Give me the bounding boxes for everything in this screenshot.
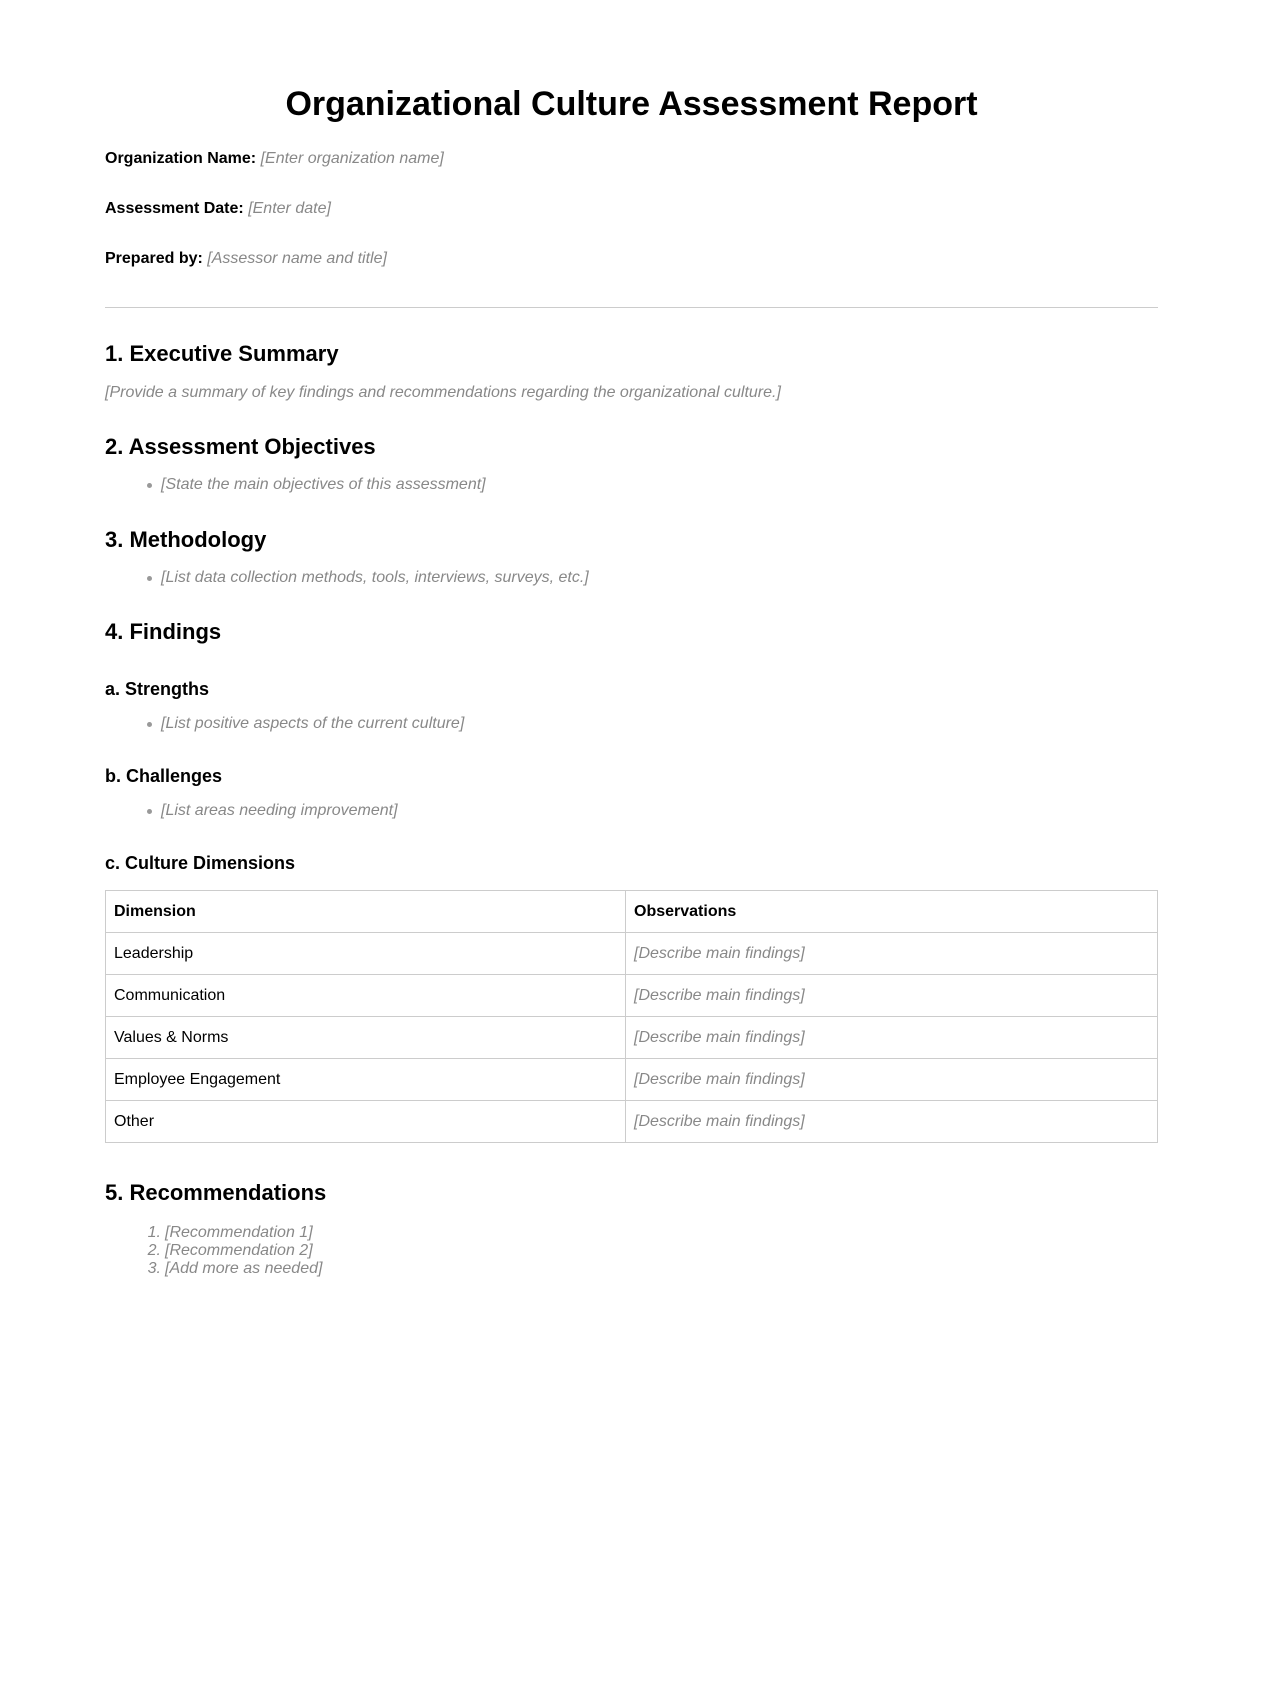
meta-prepared-by — [105, 249, 387, 269]
list-item[interactable] — [145, 1242, 322, 1260]
dimension-cell: Values & Norms — [106, 1017, 626, 1059]
meta-label: Prepared by: — [105, 250, 203, 267]
dimension-cell: Leadership — [106, 933, 626, 975]
section-heading-methodology: 3. Methodology — [105, 527, 267, 552]
methodology-placeholder: [List data collection methods, tools, interviews, surveys, etc.] — [161, 569, 589, 586]
list-item[interactable] — [161, 568, 589, 588]
recommendation-placeholder: [Recommendation 1] — [165, 1224, 313, 1241]
column-header-dimension: Dimension — [106, 891, 626, 933]
dimension-cell: Communication — [106, 975, 626, 1017]
observations-cell[interactable]: [Describe main findings] — [626, 975, 1158, 1017]
observations-cell[interactable]: [Describe main findings] — [626, 933, 1158, 975]
section-heading-executive-summary: 1. Executive Summary — [105, 341, 339, 366]
prepared-by-placeholder[interactable]: [Assessor name and title] — [207, 250, 387, 267]
section-heading-objectives: 2. Assessment Objectives — [105, 434, 376, 459]
bullet-icon — [147, 809, 152, 814]
table-header-row — [106, 891, 1158, 933]
list-item[interactable] — [161, 714, 464, 734]
list-item[interactable] — [161, 801, 398, 821]
list-number: 2. — [147, 1242, 161, 1259]
objectives-placeholder: [State the main objectives of this assessment] — [161, 476, 486, 493]
observations-cell[interactable]: [Describe main findings] — [626, 1017, 1158, 1059]
challenges-placeholder: [List areas needing improvement] — [161, 802, 398, 819]
bullet-icon — [147, 722, 152, 727]
culture-dimensions-table — [105, 890, 1158, 1143]
column-header-observations: Observations — [626, 891, 1158, 933]
recommendation-placeholder: [Add more as needed] — [165, 1260, 323, 1277]
strengths-placeholder: [List positive aspects of the current culture] — [161, 715, 465, 732]
bullet-icon — [147, 576, 152, 581]
section-heading-findings: 4. Findings — [105, 619, 222, 644]
meta-organization-name — [105, 149, 444, 169]
subheading-culture-dimensions: c. Culture Dimensions — [105, 853, 296, 873]
table-row — [106, 933, 1158, 975]
assessment-date-placeholder[interactable]: [Enter date] — [248, 200, 331, 217]
section-heading-recommendations: 5. Recommendations — [105, 1180, 327, 1205]
table-row — [106, 1101, 1158, 1143]
table-row — [106, 1017, 1158, 1059]
list-item[interactable] — [145, 1224, 322, 1242]
organization-name-placeholder[interactable]: [Enter organization name] — [260, 150, 444, 167]
observations-cell[interactable]: [Describe main findings] — [626, 1101, 1158, 1143]
meta-label: Organization Name: — [105, 150, 257, 167]
meta-assessment-date — [105, 199, 331, 219]
executive-summary-placeholder[interactable]: [Provide a summary of key findings and recommendations regarding the organizational culture.] — [105, 384, 781, 401]
observations-cell[interactable]: [Describe main findings] — [626, 1059, 1158, 1101]
list-item[interactable] — [161, 475, 486, 495]
meta-label: Assessment Date: — [105, 200, 244, 217]
dimension-cell: Other — [106, 1101, 626, 1143]
divider — [105, 307, 1158, 308]
subheading-challenges: b. Challenges — [105, 766, 223, 786]
table-row — [106, 1059, 1158, 1101]
bullet-icon — [147, 483, 152, 488]
subheading-strengths: a. Strengths — [105, 679, 210, 699]
list-item[interactable] — [145, 1260, 322, 1278]
recommendation-placeholder: [Recommendation 2] — [165, 1242, 313, 1259]
list-number: 3. — [147, 1260, 161, 1277]
table-row — [106, 975, 1158, 1017]
report-title: Organizational Culture Assessment Report — [285, 85, 978, 123]
dimension-cell: Employee Engagement — [106, 1059, 626, 1101]
list-number: 1. — [147, 1224, 161, 1241]
recommendations-list — [145, 1224, 322, 1278]
